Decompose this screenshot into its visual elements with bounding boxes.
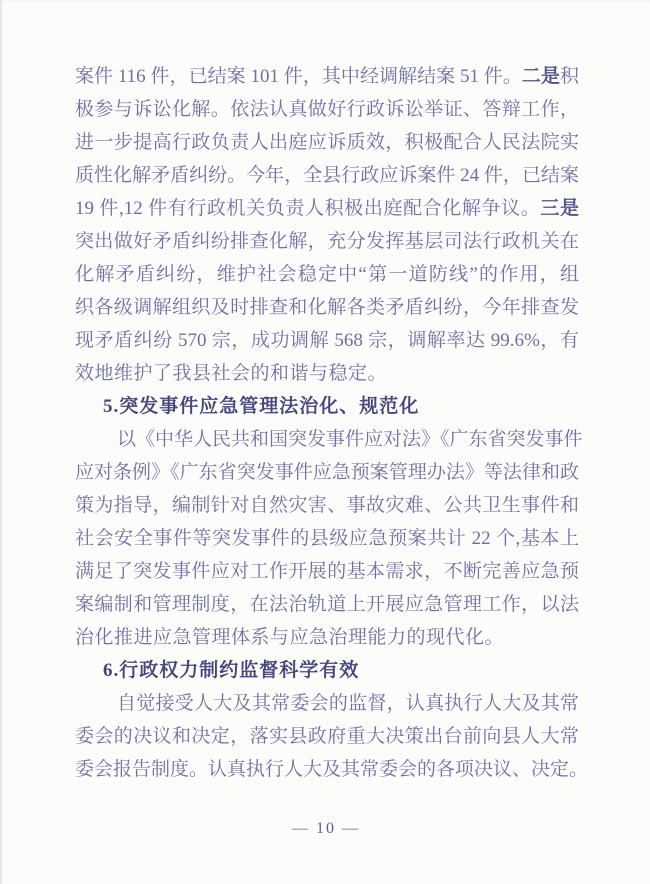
text-run: 化解矛盾纠纷，维护社会稳定中“第一道防线”的作用，组 [75,264,579,285]
text-run: 社会安全事件等突发事件的县级应急预案共计 22 个,基本上 [75,528,579,549]
text-run: 现矛盾纠纷 570 宗，成功调解 568 宗，调解率达 99.6%，有 [75,330,579,351]
text-run: 19 件,12 件有行政机关负责人积极出庭配合化解争议。 [75,198,541,219]
text-run: 案件 116 件，已结案 101 件，其中经调解结案 51 件。 [75,66,522,87]
document-lines [75,60,589,786]
text-line [75,159,579,192]
text-run: 委会的决议和决定，落实县政府重大决策出台前向县人大常 [75,726,579,747]
text-run: 积 [559,66,579,87]
text-line [75,423,583,456]
text-run: 进一步提高行政负责人出庭应诉质效，积极配合人民法院实 [75,132,579,153]
text-run: 自觉接受人大及其常委会的监督，认真执行人大及其常 [117,693,579,714]
text-run: 以《中华人民共和国突发事件应对法》《广东省突发事件 [117,429,583,450]
section-heading [75,654,579,687]
text-run: 治化推进应急管理体系与应急治理能力的现代化。 [75,627,505,648]
emphasis-text: 5.突发事件应急管理法治化、规范化 [103,396,420,417]
text-line [75,93,579,126]
text-line [75,720,579,753]
text-line [75,258,579,291]
emphasis-text: 二是 [521,66,560,87]
text-run: 效地维护了我县社会的和谐与稳定。 [75,363,388,384]
text-line [75,126,579,159]
emphasis-text: 6.行政权力制约监督科学有效 [103,660,360,681]
text-line [75,456,579,489]
text-run: 极参与诉讼化解。依法认真做好行政诉讼举证、答辩工作， [75,99,579,120]
text-line [75,588,579,621]
text-line [75,225,579,258]
text-run: 委会报告制度。认真执行人大及其常委会的各项决议、决定。 [75,759,589,780]
text-run: 策为指导，编制针对自然灾害、事故灾难、公共卫生事件和 [75,495,579,516]
page-number: — 10 — [292,820,360,837]
text-line [75,555,579,588]
text-run: 织各级调解组织及时排查和化解各类矛盾纠纷，今年排查发 [75,297,579,318]
emphasis-text: 三是 [540,198,579,219]
text-line [75,621,579,654]
text-run: 案编制和管理制度，在法治轨道上开展应急管理工作，以法 [75,594,579,615]
text-line [75,357,579,390]
text-line [75,192,579,225]
text-line [75,687,579,720]
text-line [75,489,579,522]
text-line [75,291,579,324]
text-line [75,753,589,786]
text-run: 质性化解矛盾纠纷。今年，全县行政应诉案件 24 件，已结案 [75,165,579,186]
text-line [75,60,579,93]
text-run: 满足了突发事件应对工作开展的基本需求，不断完善应急预 [75,561,579,582]
section-heading [75,390,579,423]
text-run: 突出做好矛盾纠纷排查化解，充分发挥基层司法行政机关在 [75,231,579,252]
text-line [75,324,579,357]
text-run: 应对条例》《广东省突发事件应急预案管理办法》等法律和政 [75,462,579,483]
text-line [75,522,579,555]
